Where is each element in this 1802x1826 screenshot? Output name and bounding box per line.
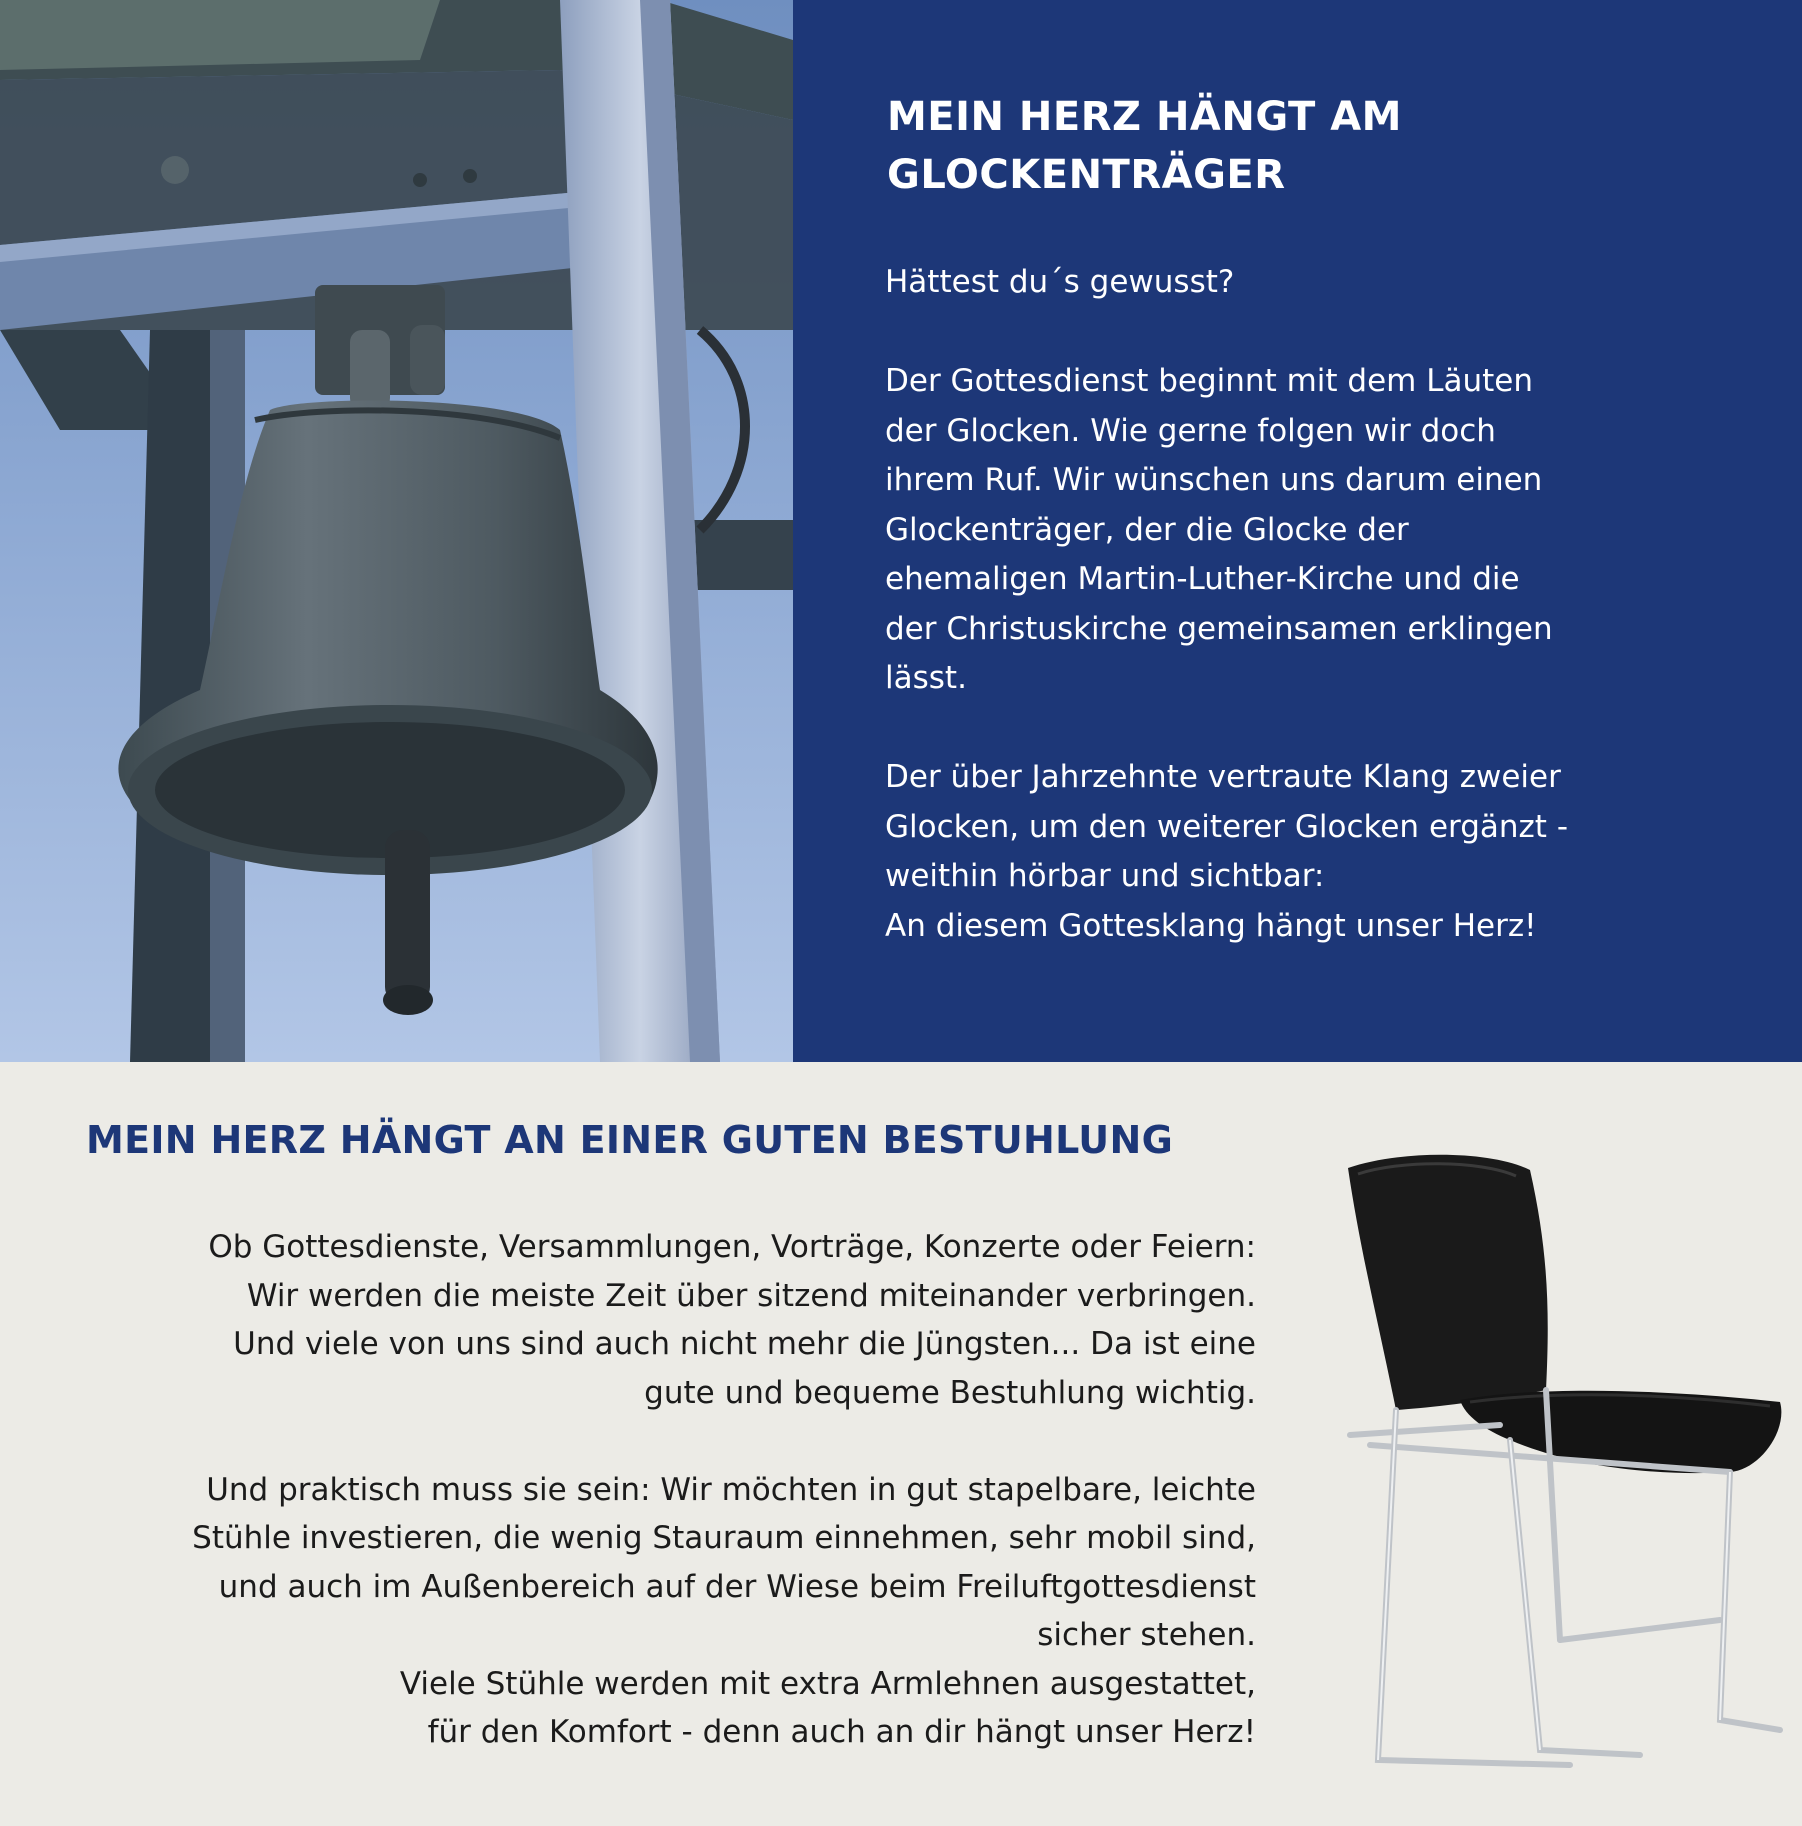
bell-heading: MEIN HERZ HÄNGT AM GLOCKENTRÄGER (887, 94, 1402, 198)
seating-body (40, 1223, 1256, 1757)
seating-heading: MEIN HERZ HÄNGT AN EINER GUTEN BESTUHLUNG (86, 1118, 1174, 1162)
bell-info-panel (793, 0, 1802, 1062)
chair-photo (1310, 1140, 1790, 1780)
bell-question: Hättest du´s gewusst? (885, 264, 1235, 300)
seating-paragraph-1: Ob Gottesdienste, Versammlungen, Vorträge, Konzerte oder Feiern: Wir werden die meiste Zeit über sitzend miteinander verbringen. Und viele von uns sind auch nicht mehr die Jüngsten... Da ist eine gute und bequeme Bestuhlung wichtig. (208, 1229, 1256, 1411)
bell-paragraph-1: Der Gottesdienst beginnt mit dem Läuten der Glocken. Wie gerne folgen wir doch ihrem Ruf. Wir wünschen uns darum einen Glockenträger, der die Glocke der ehemaligen Martin-Luther-Kirche und die der Christuskirche gemeinsamen erklingen lässt. (885, 363, 1553, 696)
seating-paragraph-2: Und praktisch muss sie sein: Wir möchten in gut stapelbare, leichte Stühle investieren, die wenig Stauraum einnehmen, sehr mobil sind, und auch im Außenbereich auf der Wiese beim Freiluftgottesdienst sicher stehen. (192, 1471, 1256, 1653)
stacking-chair-icon (1310, 1140, 1790, 1780)
church-bell-icon (0, 0, 793, 1062)
bell-paragraph-2: Der über Jahrzehnte vertraute Klang zweier Glocken, um den weiterer Glocken ergänzt - weithin hörbar und sichtbar: An diesem Gottesklang hängt unser Herz! (885, 759, 1568, 944)
seating-paragraph-3: Viele Stühle werden mit extra Armlehnen ausgestattet, für den Komfort - denn auch an dir hängt unser Herz! (399, 1665, 1256, 1750)
bell-photo (0, 0, 793, 1062)
bell-body (885, 258, 1785, 951)
